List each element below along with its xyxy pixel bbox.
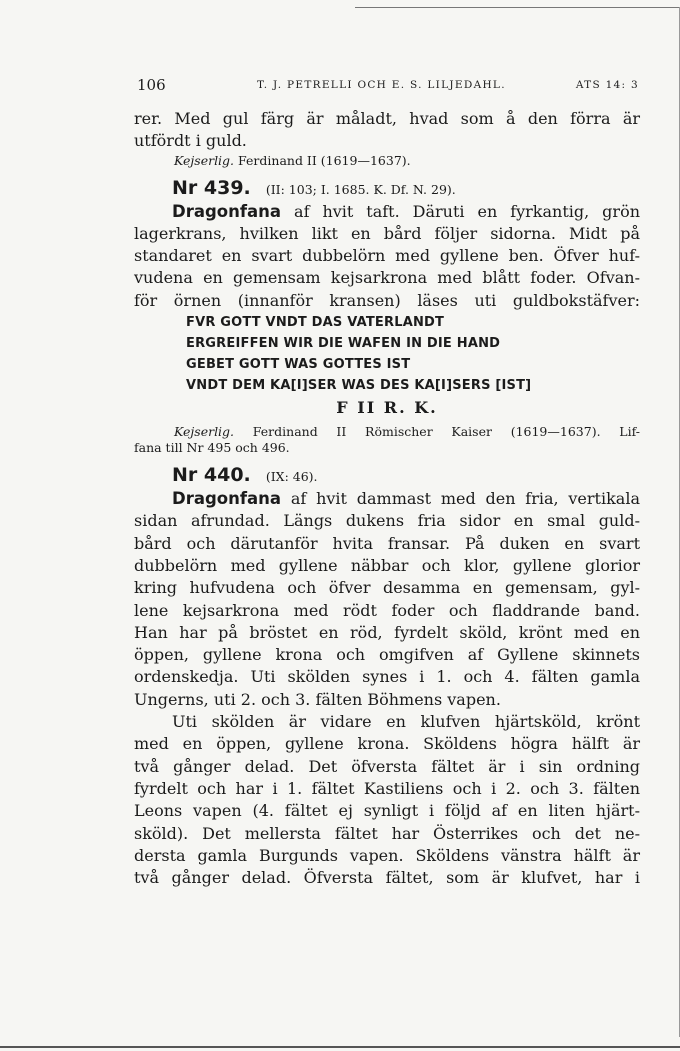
text-line: Uti skölden är vidare en klufven hjärtsköld, krönt — [172, 712, 640, 732]
entry-first-line — [134, 488, 640, 510]
page-edge-top — [355, 7, 680, 8]
inscription-line: GEBET GOTT WAS GOTTES IST — [186, 357, 411, 373]
text-line: Leons vapen (4. fältet ej synligt i följd af en liten hjärt- — [134, 801, 640, 821]
page-body — [134, 108, 640, 889]
entry-first-text: af hvit taft. Däruti en fyrkantig, grön — [294, 201, 641, 221]
page-number: 106 — [137, 76, 166, 94]
page-edge-bottom — [0, 1046, 680, 1048]
note-text: Ferdinand II Römischer Kaiser (1619—1637). Lif- — [252, 424, 640, 440]
text-line: rer. Med gul färg är måladt, hvad som å den förra är — [134, 109, 640, 128]
text-line: två gånger delad. Öfversta fältet, som är klufvet, har i — [134, 868, 640, 888]
note-line: fana till Nr 495 och 496. — [134, 440, 290, 456]
running-head-reference: ATS 14: 3 — [575, 79, 639, 91]
monogram: F II R. K. — [336, 398, 438, 418]
running-header — [137, 76, 649, 96]
entry-keyword: Dragonfana — [172, 201, 282, 221]
note-label: Kejserlig. — [174, 424, 235, 440]
entry-reference: (II: 103; I. 1685. K. Df. N. 29). — [265, 181, 456, 197]
text-line: dubbelörn med gyllene näbbar och klor, gyllene glorior — [134, 555, 640, 575]
entry-first-text: af hvit dammast med den fria, vertikala — [290, 489, 640, 509]
entry-heading-440 — [134, 462, 640, 488]
entry-heading-439 — [134, 175, 640, 201]
text-line: vudena en gemensam kejsarkrona med blått foder. Ofvan- — [134, 268, 640, 288]
text-line: två gånger delad. Det öfversta fältet är i sin ordning — [134, 756, 640, 776]
text-line: utfördt i guld. — [134, 131, 247, 151]
text-line: med en öppen, gyllene krona. Sköldens högra hälft är — [134, 734, 640, 754]
note-text: Ferdinand II (1619—1637). — [238, 152, 411, 168]
text-line: öppen, gyllene krona och omgifven af Gyllene skinnets — [134, 645, 640, 665]
inscription-line: FVR GOTT VNDT DAS VATERLANDT — [186, 315, 445, 331]
note-line — [134, 153, 640, 169]
inscription-line: VNDT DEM KA[I]SER WAS DES KA[I]SERS [IST] — [186, 378, 532, 394]
text-line: lagerkrans, hvilken likt en bård följer sidorna. Midt på — [134, 223, 640, 243]
running-head-authors: T. J. PETRELLI OCH E. S. LILJEDAHL. — [257, 79, 506, 91]
text-line: fyrdelt och har i 1. fältet Kastiliens och i 2. och 3. fälten — [134, 778, 640, 798]
note-label: Kejserlig. — [174, 152, 235, 168]
text-line: Ungerns, uti 2. och 3. fälten Böhmens vapen. — [134, 689, 501, 709]
text-line: lene kejsarkrona med rödt foder och fladdrande band. — [134, 600, 640, 620]
text-line: standaret en svart dubbelörn med gyllene ben. Öfver huf- — [134, 246, 640, 266]
inscription-line: ERGREIFFEN WIR DIE WAFEN IN DIE HAND — [186, 336, 501, 352]
entry-reference: (IX: 46). — [265, 469, 318, 485]
text-line: kring hufvudena och öfver desamma en gemensam, gyl- — [134, 578, 640, 598]
text-line: bård och därutanför hvita fransar. På duken en svart — [134, 533, 640, 553]
entry-first-line — [134, 201, 640, 223]
text-line: sköld). Det mellersta fältet har Österrikes och det ne- — [134, 823, 640, 843]
note-line — [134, 424, 640, 440]
entry-number: Nr 439. — [172, 176, 251, 199]
text-line: Han har på bröstet en röd, fyrdelt sköld, krönt med en — [134, 622, 640, 642]
text-line: för örnen (innanför kransen) läses uti guldbokstäfver: — [134, 290, 640, 310]
text-line: dersta gamla Burgunds vapen. Sköldens vänstra hälft är — [134, 845, 640, 865]
entry-keyword: Dragonfana — [172, 489, 282, 509]
text-line: sidan afrundad. Längs dukens fria sidor en smal guld- — [134, 511, 640, 531]
entry-number: Nr 440. — [172, 464, 251, 487]
text-line: ordenskedja. Uti skölden synes i 1. och 4. fälten gamla — [134, 667, 640, 687]
